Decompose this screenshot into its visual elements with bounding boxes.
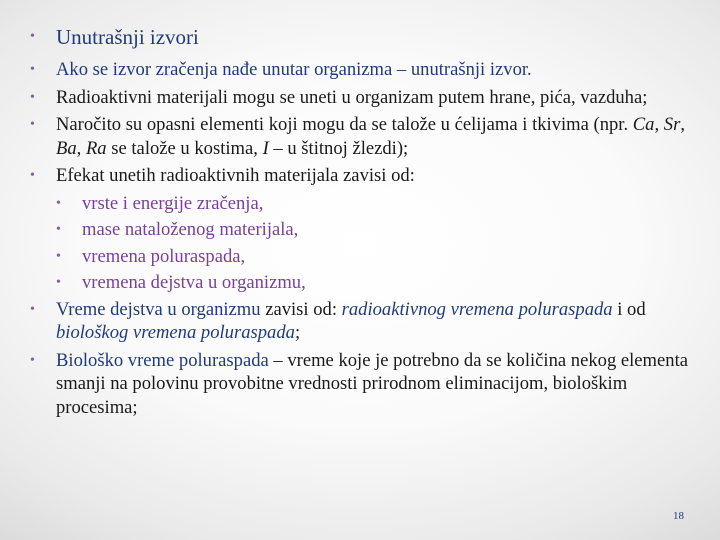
item-term: radioaktivnog vremena poluraspada bbox=[341, 298, 613, 320]
sub-item-text: vremena poluraspada, bbox=[82, 245, 246, 267]
bullet-icon: • bbox=[30, 168, 35, 183]
item-text: Ako se izvor zračenja nađe unutar organizma – unutrašnji izvor. bbox=[56, 59, 532, 80]
bullet-icon: • bbox=[56, 222, 61, 237]
element-i: I bbox=[262, 137, 269, 159]
item-text-part: zavisi od: bbox=[260, 298, 342, 320]
item-text-part: ; bbox=[294, 322, 301, 343]
bullet-icon: • bbox=[56, 248, 61, 264]
page-number: 18 bbox=[673, 510, 684, 522]
element-ra: Ra bbox=[85, 137, 107, 159]
item-text-part: – vreme koje je potrebno da se količina nekog elementa smanji na polovinu provobitne vrednosti prirodnom eliminacijom, biološkim procesima; bbox=[56, 349, 688, 418]
list-item bbox=[26, 86, 706, 110]
item-term: biološkog vremena poluraspada bbox=[56, 322, 295, 343]
item-text-part: , bbox=[76, 137, 86, 159]
sub-item-text: vremena dejstva u organizmu, bbox=[82, 272, 306, 293]
bullet-icon: • bbox=[30, 301, 35, 317]
list-item bbox=[26, 164, 706, 188]
list-item bbox=[26, 349, 706, 420]
list-item bbox=[26, 298, 706, 345]
element-sr: Sr bbox=[663, 114, 681, 135]
item-text-part: Naročito su opasni elementi koji mogu da se talože u ćelijama i tkivima (npr. bbox=[56, 114, 633, 135]
sub-list-item bbox=[26, 271, 706, 295]
element-ba: Ba bbox=[56, 137, 77, 159]
sub-list-item bbox=[26, 192, 706, 216]
sub-list-item bbox=[26, 218, 706, 242]
item-text-part: – u štitnoj žlezdi); bbox=[268, 137, 409, 159]
bullet-icon: • bbox=[30, 29, 35, 44]
item-text: Radioaktivni materijali mogu se uneti u organizam putem hrane, pića, vazduha; bbox=[56, 86, 648, 108]
bullet-icon: • bbox=[30, 89, 35, 105]
item-term: Biološko vreme poluraspada bbox=[56, 349, 269, 371]
item-text-part: , bbox=[654, 114, 664, 135]
sub-item-text: mase nataloženog materijala, bbox=[82, 219, 299, 240]
sub-list-item bbox=[26, 245, 706, 269]
bullet-icon: • bbox=[30, 117, 35, 132]
item-text-part: se talože u kostima, bbox=[106, 137, 263, 159]
list-item bbox=[26, 113, 706, 160]
slide-content bbox=[26, 22, 706, 423]
bullet-icon: • bbox=[30, 62, 35, 77]
bullet-icon: • bbox=[30, 352, 35, 368]
slide-title bbox=[26, 22, 706, 52]
title-text: Unutrašnji izvori bbox=[56, 25, 199, 49]
item-term: Vreme dejstva u organizmu bbox=[56, 298, 261, 320]
list-item bbox=[26, 58, 706, 82]
bullet-icon: • bbox=[56, 195, 61, 211]
element-ca: Ca bbox=[632, 114, 655, 135]
item-text-part: , bbox=[680, 114, 685, 135]
bullet-icon: • bbox=[56, 275, 61, 290]
sub-item-text: vrste i energije zračenja, bbox=[82, 192, 264, 214]
item-text: Efekat unetih radioaktivnih materijala zavisi od: bbox=[56, 165, 415, 186]
item-text-part: i od bbox=[612, 298, 646, 320]
